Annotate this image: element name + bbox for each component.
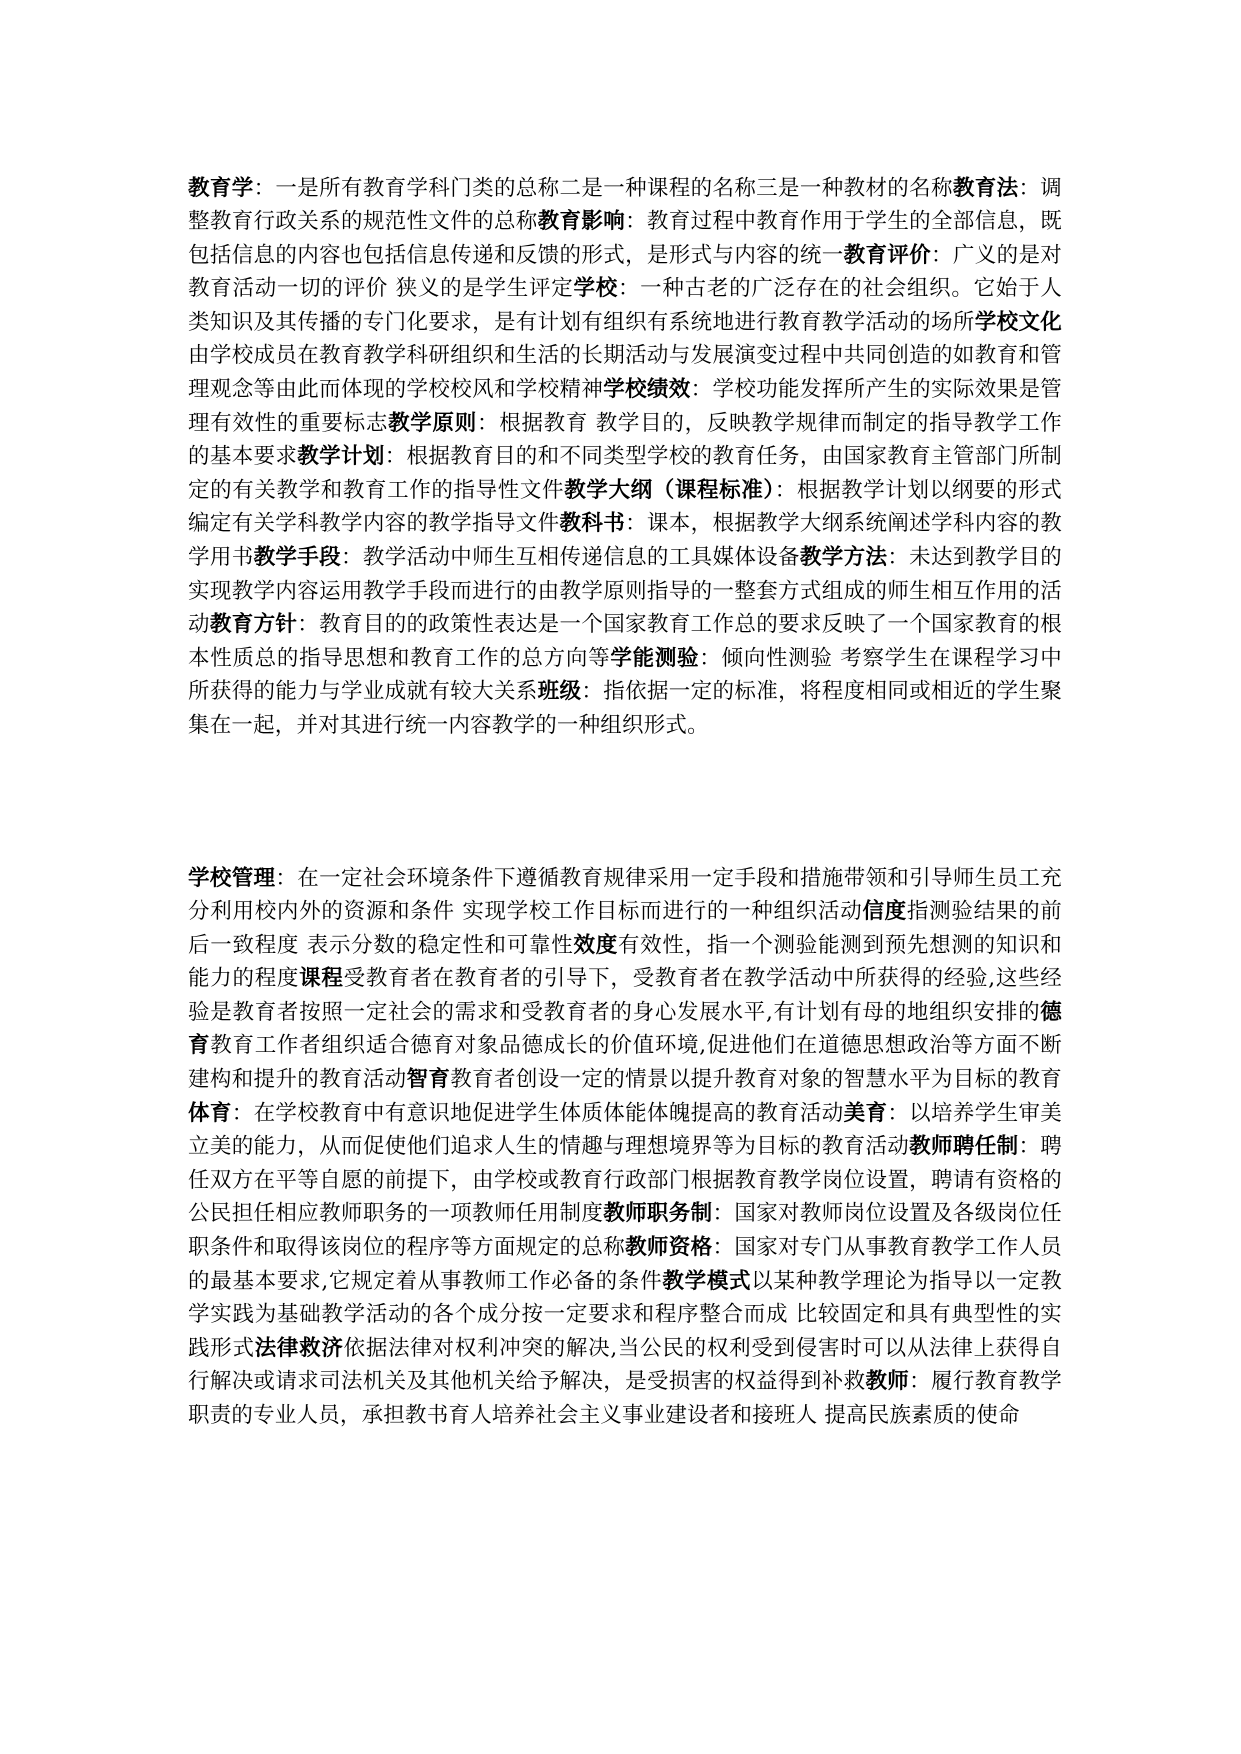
glossary-term: 教科书 [559, 511, 626, 537]
glossary-definition: ：教育过程中教育作用于学生的全部信息，既包括信息的内容也包括信息传递和反馈的形式，是形式与内容的统一 [188, 209, 1062, 268]
glossary-term: 效度 [573, 932, 618, 958]
glossary-definition: 由学校成员在教育教学科研组织和生活的长期活动与发展演变过程中共同创造的如教育和管理观念等由此而体现的学校校风和学校精神 [188, 343, 1062, 403]
glossary-definition: ：调整教育行政关系的规范性文件的总称 [188, 175, 1062, 235]
glossary-definition: ：根据教学计划以纲要的形式编定有关学科教学内容的教学指导文件 [188, 477, 1062, 537]
glossary-definition: ：根据教育目的和不同类型学校的教育任务，由国家教育主管部门所制定的有关教学和教育工作的指导性文件 [188, 444, 1062, 503]
glossary-term: 教师职务制 [603, 1201, 713, 1227]
glossary-definition: ：倾向性测验 考察学生在课程学习中所获得的能力与学业成就有较大关系 [188, 645, 1062, 705]
glossary-definition: ：国家对专门从事教育教学工作人员的最基本要求,它规定着从事教师工作必备的条件 [188, 1235, 1062, 1294]
glossary-paragraph-1 [188, 172, 1062, 743]
glossary-term: 教学模式 [662, 1268, 752, 1294]
glossary-definition: 依据法律对权利冲突的解决,当公民的权利受到侵害时可以从法律上获得自行解决或请求司法机关及其他机关给予解决，是受损害的权益得到补救 [188, 1335, 1062, 1395]
glossary-term: 课程 [299, 966, 344, 992]
glossary-term: 学校管理 [188, 865, 276, 891]
glossary-term: 教育方针 [209, 612, 298, 638]
glossary-term: 教学原则 [388, 410, 477, 436]
glossary-term: 德育 [188, 999, 1062, 1059]
glossary-term: 教育法 [952, 175, 1019, 201]
glossary-definition: ：在一定社会环境条件下遵循教育规律采用一定手段和措施带领和引导师生员工充分利用校内外的资源和条件 实现学校工作目标而进行的一种组织活动 [188, 865, 1062, 925]
glossary-term: 教育影响 [537, 209, 626, 235]
glossary-term: 体育 [188, 1100, 232, 1126]
glossary-definition: ：在学校教育中有意识地促进学生体质体能体魄提高的教育活动 [231, 1100, 844, 1126]
glossary-term: 美育 [843, 1100, 888, 1126]
glossary-term: 教学方法 [799, 545, 888, 571]
glossary-term: 学能测验 [610, 645, 700, 671]
glossary-definition: ：以培养学生审美立美的能力，从而促使他们追求人生的情趣与理想境界等为目标的教育活动 [188, 1100, 1063, 1160]
glossary-definition: 以某种教学理论为指导以一定教学实践为基础教学活动的各个成分按一定要求和程序整合而成 比较固定和具有典型性的实践形式 [188, 1268, 1062, 1361]
glossary-term: 教师 [865, 1369, 910, 1395]
glossary-term: 教育学 [188, 175, 254, 201]
glossary-definition: ：根据教育 教学目的，反映教学规律而制定的指导教学工作的基本要求 [188, 410, 1062, 470]
glossary-definition: 受教育者在教育者的引导下，受教育者在教学活动中所获得的经验,这些经验是教育者按照一定社会的需求和受教育者的身心发展水平,有计划有母的地组织安排的 [188, 966, 1062, 1025]
glossary-term: 教育评价 [843, 242, 932, 268]
glossary-definition: ：国家对教师岗位设置及各级岗位任职条件和取得该岗位的程序等方面规定的总称 [188, 1201, 1062, 1261]
glossary-definition: ：教学活动中师生互相传递信息的工具媒体设备 [340, 545, 800, 571]
glossary-term: 班级 [537, 679, 582, 705]
glossary-term: 教学大纲（课程标准） [564, 477, 775, 503]
glossary-term: 教师聘任制 [909, 1134, 1019, 1160]
glossary-definition: ：指依据一定的标准，将程度相同或相近的学生聚集在一起，并对其进行统一内容教学的一种组织形式。 [188, 679, 1063, 738]
glossary-definition: ：未达到教学目的实现教学内容运用教学手段而进行的由教学原则指导的一整套方式组成的师生相互作用的活动 [188, 545, 1062, 638]
glossary-definition: 教育者创设一定的情景以提升教育对象的智慧水平为目标的教育 [450, 1067, 1063, 1093]
glossary-definition: ：履行教育教学职责的专业人员，承担教书育人培养社会主义事业建设者和接班人 提高民族素质的使命 [188, 1369, 1062, 1428]
glossary-term: 教学计划 [297, 444, 385, 470]
glossary-definition: 教育工作者组织适合德育对象品德成长的价值环境,促进他们在道德思想政治等方面不断建构和提升的教育活动 [188, 1033, 1062, 1093]
glossary-term: 教师资格 [625, 1235, 713, 1261]
glossary-definition: 有效性，指一个测验能测到预先想测的知识和能力的程度 [188, 932, 1062, 992]
glossary-term: 教学手段 [253, 545, 341, 571]
glossary-definition: ：一是所有教育学科门类的总称二是一种课程的名称三是一种教材的名称 [253, 175, 953, 201]
glossary-definition: ：广义的是对教育活动一切的评价 狭义的是学生评定 [188, 242, 1062, 302]
glossary-definition: ：聘任双方在平等自愿的前提下，由学校或教育行政部门根据教育教学岗位设置，聘请有资格的公民担任相应教师职务的一项教师任用制度 [188, 1134, 1062, 1227]
glossary-paragraph-2 [188, 862, 1062, 1433]
glossary-definition: ：课本，根据教学大纲系统阐述学科内容的教学用书 [188, 511, 1062, 571]
glossary-definition: 指测验结果的前后一致程度 表示分数的稳定性和可靠性 [188, 899, 1062, 958]
glossary-term: 学校文化 [974, 309, 1062, 335]
glossary-term: 信度 [862, 899, 907, 925]
glossary-term: 学校 [573, 276, 618, 302]
glossary-definition: ：教育目的的政策性表达是一个国家教育工作总的要求反映了一个国家教育的根本性质总的指导思想和教育工作的总方向等 [188, 612, 1062, 671]
glossary-definition: ：一种古老的广泛存在的社会组织。它始于人类知识及其传播的专门化要求，是有计划有组织有系统地进行教育教学活动的场所 [188, 276, 1062, 335]
glossary-term: 智育 [406, 1067, 451, 1093]
glossary-term: 法律救济 [254, 1335, 344, 1361]
glossary-term: 学校绩效 [603, 377, 691, 403]
glossary-definition: ：学校功能发挥所产生的实际效果是管理有效性的重要标志 [188, 377, 1062, 436]
